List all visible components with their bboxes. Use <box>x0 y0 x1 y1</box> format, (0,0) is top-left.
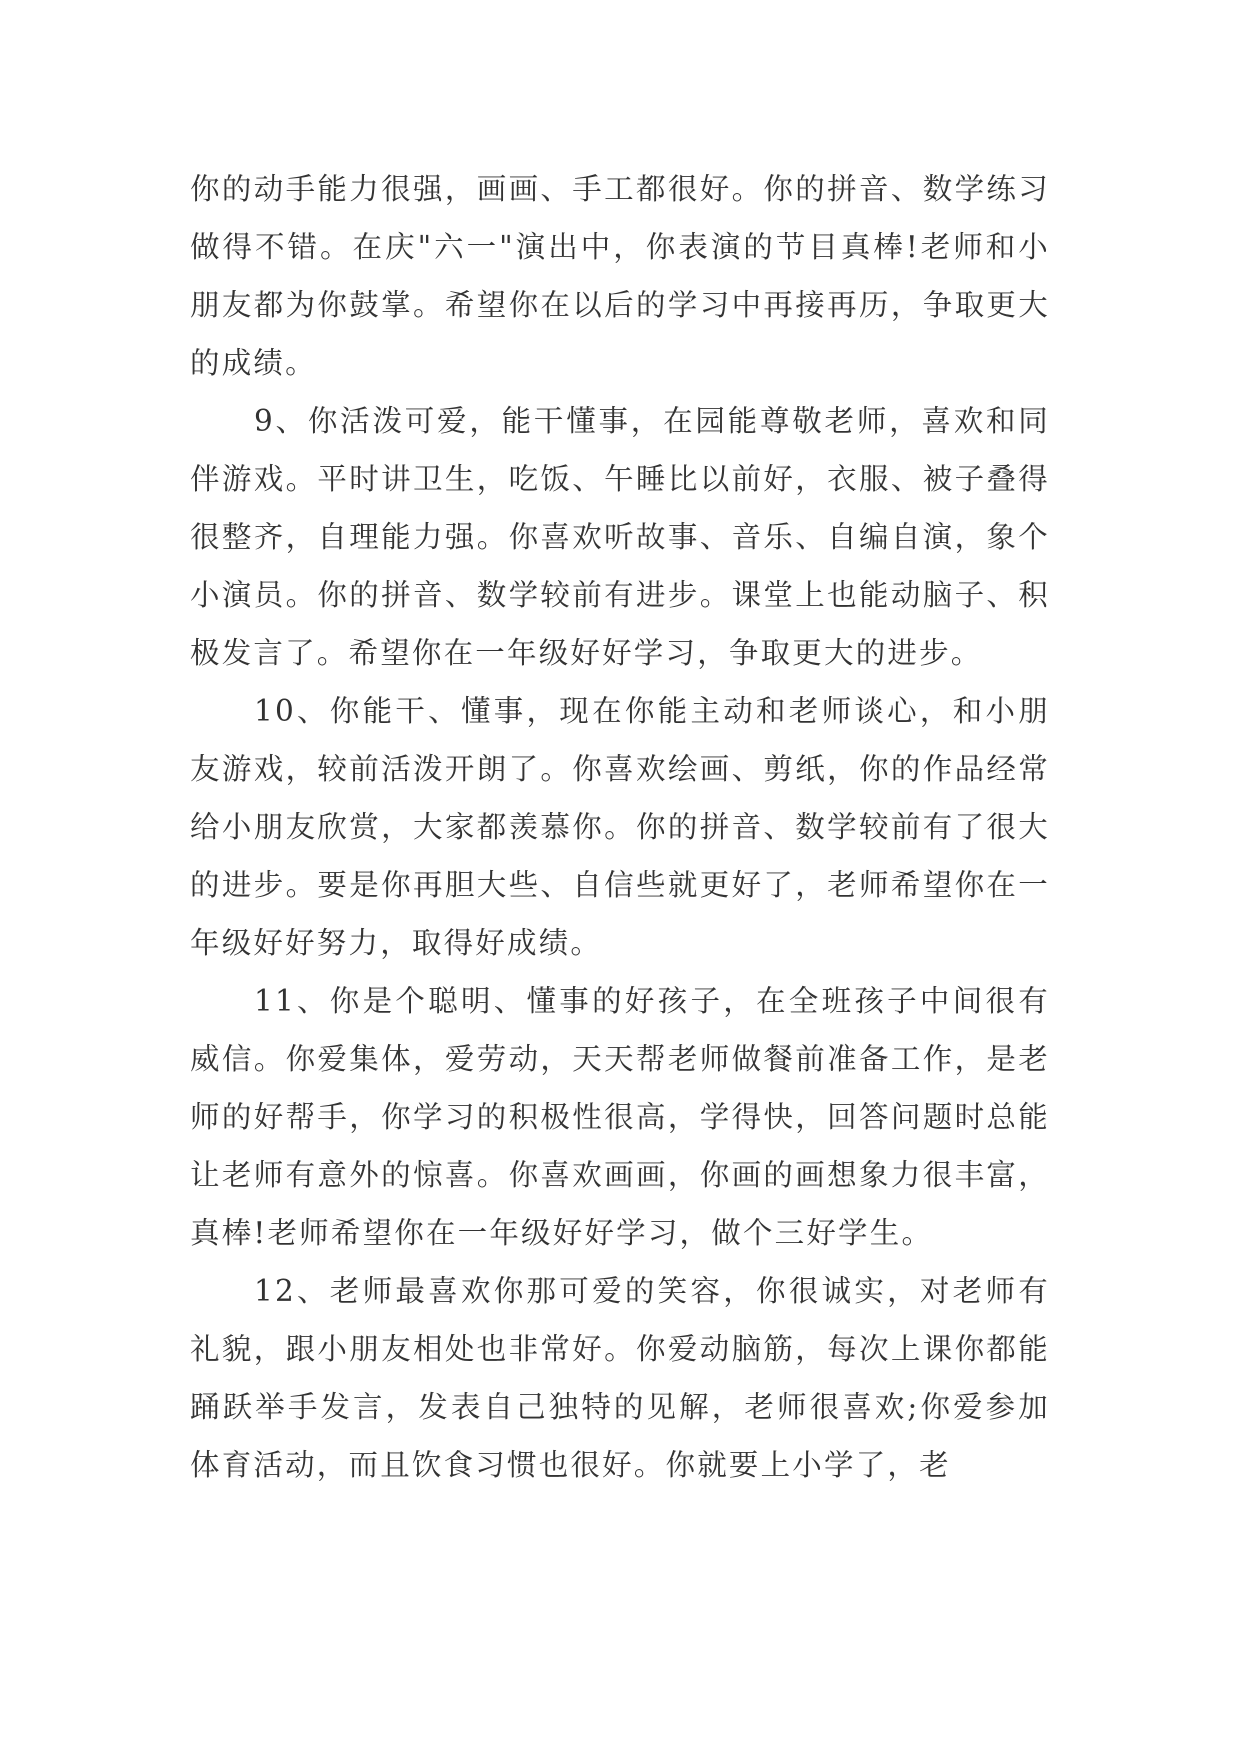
paragraph-continuation: 你的动手能力很强，画画、手工都很好。你的拼音、数学练习做得不错。在庆"六一"演出中，你表演的节目真棒!老师和小朋友都为你鼓掌。希望你在以后的学习中再接再历，争取更大的成绩。 <box>190 172 1050 380</box>
paragraph-item-11: 11、你是个聪明、懂事的好孩子，在全班孩子中间很有威信。你爱集体，爱劳动，天天帮老师做餐前准备工作，是老师的好帮手，你学习的积极性很高，学得快，回答问题时总能让老师有意外的惊喜。你喜欢画画，你画的画想象力很丰富，真棒!老师希望你在一年级好好学习，做个三好学生。 <box>190 984 1050 1250</box>
paragraph-item-9: 9、你活泼可爱，能干懂事，在园能尊敬老师，喜欢和同伴游戏。平时讲卫生，吃饭、午睡比以前好，衣服、被子叠得很整齐，自理能力强。你喜欢听故事、音乐、自编自演，象个小演员。你的拼音、数学较前有进步。课堂上也能动脑子、积极发言了。希望你在一年级好好学习，争取更大的进步。 <box>190 404 1050 670</box>
document-body <box>190 160 1050 1494</box>
paragraph-item-12: 12、老师最喜欢你那可爱的笑容，你很诚实，对老师有礼貌，跟小朋友相处也非常好。你爱动脑筋，每次上课你都能踊跃举手发言，发表自己独特的见解，老师很喜欢;你爱参加体育活动，而且饮食习惯也很好。你就要上小学了，老 <box>190 1274 1050 1482</box>
paragraph-item-10: 10、你能干、懂事，现在你能主动和老师谈心，和小朋友游戏，较前活泼开朗了。你喜欢绘画、剪纸，你的作品经常给小朋友欣赏，大家都羡慕你。你的拼音、数学较前有了很大的进步。要是你再胆大些、自信些就更好了，老师希望你在一年级好好努力，取得好成绩。 <box>190 694 1050 960</box>
